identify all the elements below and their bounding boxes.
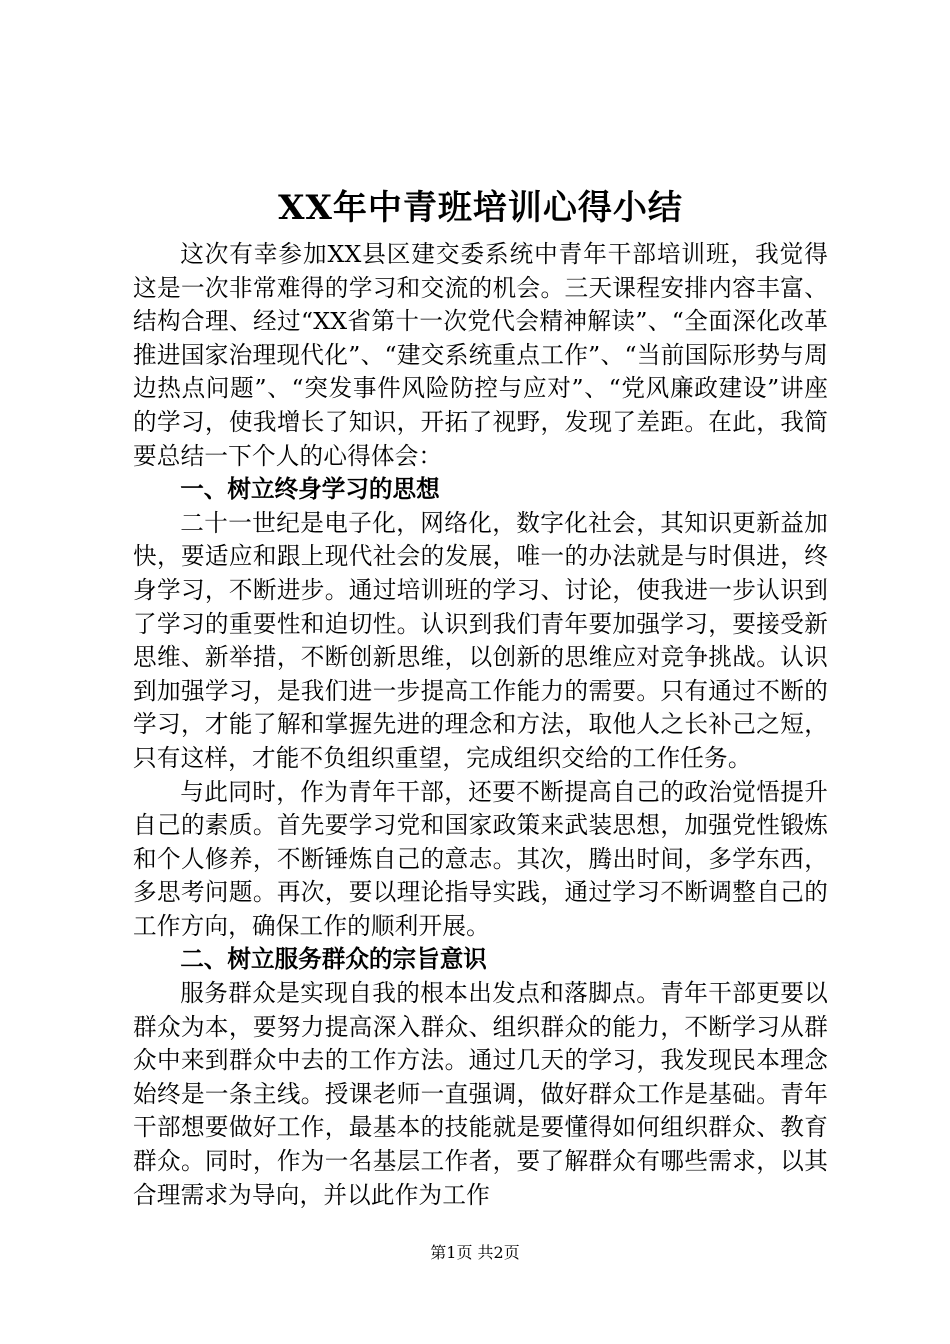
document-page <box>133 180 828 1212</box>
paragraph-lifelong-learning: 二十一世纪是电子化，网络化，数字化社会，其知识更新益加快，要适应和跟上现代社会的发展，唯一的办法就是与时俱进，终身学习，不断进步。通过培训班的学习、讨论，使我进一步认识到了学习的重要性和迫切性。认识到我们青年要加强学习，要接受新思维、新举措，不断创新思维，以创新的思维应对竞争挑战。认识到加强学习，是我们进一步提高工作能力的需要。只有通过不断的学习，才能了解和掌握先进的理念和方法，取他人之长补己之短，只有这样，才能不负组织重望，完成组织交给的工作任务。 <box>133 508 828 772</box>
paragraph-intro: 这次有幸参加XX县区建交委系统中青年干部培训班，我觉得这是一次非常难得的学习和交流的机会。三天课程安排内容丰富、结构合理、经过“XX省第十一次党代会精神解读”、“全面深化改革推进国家治理现代化”、“建交系统重点工作”、“当前国际形势与周边热点问题”、“突发事件风险防控与应对”、“党风廉政建设”讲座的学习，使我增长了知识，开拓了视野，发现了差距。在此，我简要总结一下个人的心得体会： <box>133 240 828 470</box>
section-heading-2: 二、树立服务群众的宗旨意识 <box>180 945 487 974</box>
paragraph-serve-people: 服务群众是实现自我的根本出发点和落脚点。青年干部更要以群众为本，要努力提高深入群众、组织群众的能力，不断学习从群众中来到群众中去的工作方法。通过几天的学习，我发现民本理念始终是一条主线。授课老师一直强调，做好群众工作是基础。青年干部想要做好工作，最基本的技能就是要懂得如何组织群众、教育群众。同时，作为一名基层工作者，要了解群众有哪些需求，以其合理需求为导向，并以此作为工作 <box>133 979 828 1209</box>
document-title: XX年中青班培训心得小结 <box>278 188 683 228</box>
paragraph-political-awareness: 与此同时，作为青年干部，还要不断提高自己的政治觉悟提升自己的素质。首先要学习党和国家政策来武装思想，加强党性锻炼和个人修养，不断锤炼自己的意志。其次，腾出时间，多学东西，多思考问题。再次，要以理论指导实践，通过学习不断调整自己的工作方向，确保工作的顺利开展。 <box>133 777 828 940</box>
section-heading-1: 一、树立终身学习的思想 <box>180 475 440 504</box>
page-footer: 第1页 共2页 <box>430 1243 520 1262</box>
